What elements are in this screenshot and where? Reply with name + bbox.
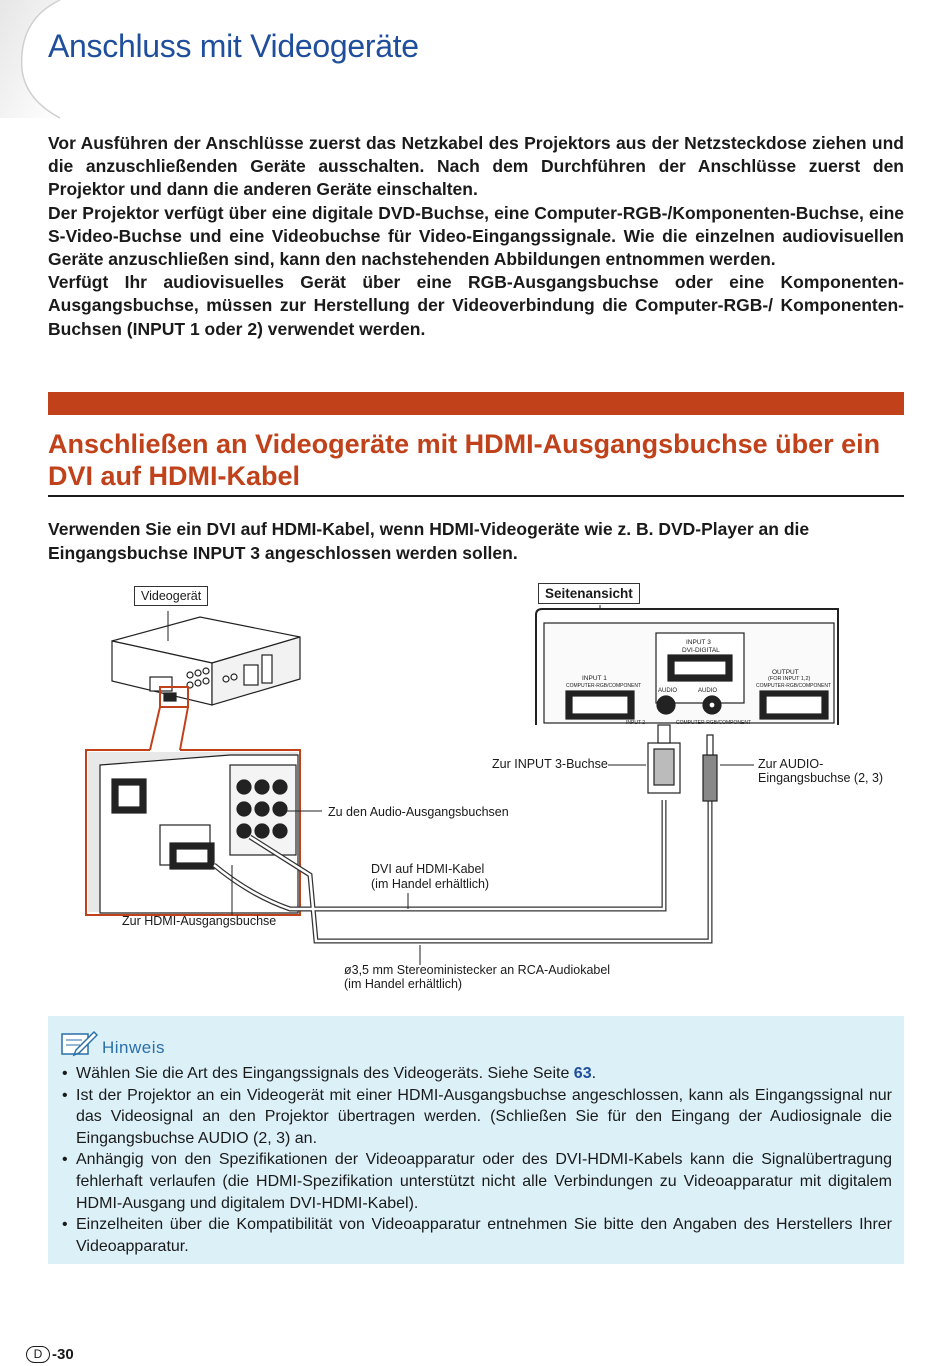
section-bar — [48, 392, 904, 415]
video-device-label: Videogerät — [134, 586, 208, 606]
panel-dvi-label: DVI-DIGITAL — [682, 647, 720, 654]
panel-audio-label: AUDIO — [658, 688, 678, 694]
note-header — [60, 1028, 165, 1058]
section-intro: Verwenden Sie ein DVI auf HDMI-Kabel, wenn HDMI-Videogeräte wie z. B. DVD-Player an die Eingangsbuchse INPUT 3 angeschlossen werden sollen. — [48, 519, 810, 563]
intro-text — [48, 132, 904, 341]
list-item: • Anhängig von den Spezifikationen der Videoapparatur oder des DVI-HDMI-Kabels kann die Signalübertragung fehlerhaft verlaufen (die HDMI-Spezifikation unterstützt nicht alle Verbindungen zu Videoapparatur mit digitalem HDMI-Ausgang und digitalem DVI-HDMI-Kabel). — [62, 1149, 892, 1214]
intro-paragraph: Der Projektor verfügt über eine digitale DVD-Buchse, eine Computer-RGB-/Komponenten-Buchse, eine S-Video-Buchse und eine Videobuchse für Video-Eingangssignale. Wie die einzelnen audiovisuellen Geräte anzuschließen sind, kann den nachstehenden Abbildungen entnommen werden. — [48, 202, 904, 270]
panel-output-sub2-label: COMPUTER-RGB/COMPONENT — [756, 683, 831, 689]
video-device-illustration — [112, 617, 300, 705]
panel-input1-sub-label: COMPUTER-RGB/COMPONENT — [566, 683, 641, 689]
panel-input2-sub-label: COMPUTER-RGB/COMPONENT — [676, 720, 751, 726]
intro-paragraph: Vor Ausführen der Anschlüsse zuerst das Netzkabel des Projektors aus der Netzsteckdose ziehen und die anzuschließenden Geräte ausschalten. Nach dem Durchführen der Anschlüsse zuerst den Projektor und dann die anderen Geräte einschalten. — [48, 133, 904, 200]
page-reference-link[interactable]: 63 — [573, 1065, 592, 1082]
pencil-note-icon — [60, 1028, 98, 1058]
audio-plug — [703, 735, 717, 801]
stereo-cable-label-line2: (im Handel erhältlich) — [344, 977, 463, 991]
audio-output-label: Zu den Audio-Ausgangsbuchsen — [328, 805, 509, 819]
input3-jack-label: Zur INPUT 3-Buchse — [492, 757, 608, 771]
projector-panel — [536, 609, 838, 725]
panel-output-label: OUTPUT — [772, 669, 799, 676]
stereo-cable-label-line1: ø3,5 mm Stereoministecker an RCA-Audiokabel — [344, 963, 611, 977]
audio-jack-label-line2: Eingangsbuchse (2, 3) — [758, 771, 884, 785]
connection-diagram — [0, 575, 950, 1005]
list-item: • Ist der Projektor an ein Videogerät mit einer HDMI-Ausgangsbuchse angeschlossen, kann als Eingangssignal nur das Videosignal an den Projektor übertragen werden. (Schließen Sie für den Eingang der Audiosignale die Eingangsbuchse AUDIO (2, 3) an. — [62, 1085, 892, 1150]
dvi-cable-label-line2: (im Handel erhältlich) — [371, 877, 490, 891]
list-item: • Einzelheiten über die Kompatibilität von Videoapparatur entnehmen Sie bitte den Angaben des Herstellers Ihrer Videoapparatur. — [62, 1214, 892, 1257]
intro-paragraph: Verfügt Ihr audiovisuelles Gerät über eine RGB-Ausgangsbuchse oder eine Komponenten-Ausgangsbuchse, müssen zur Herstellung der Videoverbindung die Computer-RGB-/ Komponenten-Buchsen (INPUT 1 oder 2) verwendet werden. — [48, 272, 904, 339]
section-title: Anschließen an Videogeräte mit HDMI-Ausgangsbuchse über ein DVI auf HDMI-Kabel — [48, 429, 881, 491]
hdmi-output-label: Zur HDMI-Ausgangsbuchse — [122, 914, 277, 928]
language-badge: D — [26, 1346, 50, 1363]
note-text: Wählen Sie die Art des Eingangssignals des Videogeräts. Siehe Seite — [76, 1065, 574, 1082]
dvi-plug — [648, 725, 680, 793]
note-title: Hinweis — [102, 1038, 166, 1057]
device-closeup — [88, 752, 298, 913]
list-item — [62, 1063, 892, 1085]
panel-input2-label: INPUT 2 — [626, 720, 646, 726]
page-number-text: -30 — [52, 1346, 74, 1363]
panel-input1-label: INPUT 1 — [582, 675, 607, 682]
page-title: Anschluss mit Videogeräte — [48, 28, 419, 64]
panel-output-sub1-label: (FOR INPUT 1,2) — [768, 676, 811, 682]
panel-input3-label: INPUT 3 — [686, 639, 711, 646]
connection-illustration — [0, 575, 950, 1005]
note-list — [62, 1063, 892, 1257]
audio-jack-label-line1: Zur AUDIO- — [758, 757, 824, 771]
side-view-label: Seitenansicht — [538, 583, 640, 604]
dvi-cable-label-line1: DVI auf HDMI-Kabel — [371, 862, 485, 876]
page-number — [26, 1346, 74, 1363]
panel-audio-label: AUDIO — [698, 688, 718, 694]
section-divider — [48, 495, 904, 497]
note-text: . — [591, 1065, 597, 1082]
